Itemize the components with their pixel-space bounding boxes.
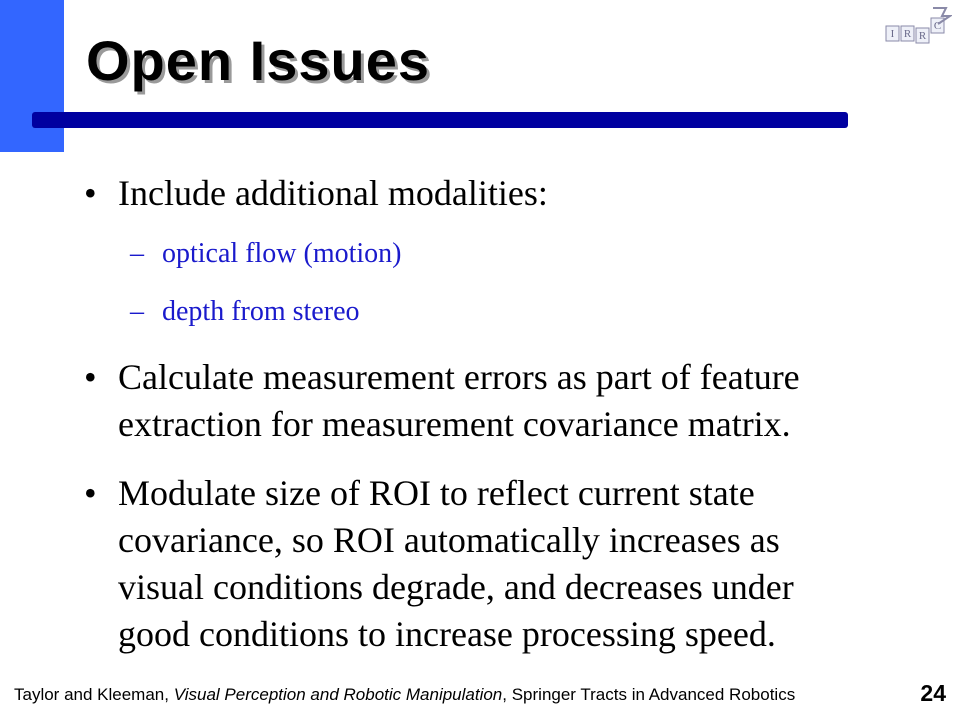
- bullet-dot: •: [84, 473, 97, 513]
- bullet-item-3: [84, 470, 874, 658]
- title-underline: [32, 112, 848, 128]
- bullet-text: Include additional modalities:: [118, 173, 548, 213]
- bullet-text: Calculate measurement errors as part of feature extraction for measurement covariance matrix.: [118, 357, 800, 444]
- irrc-logo-icon: [884, 6, 952, 48]
- sub-dash: –: [130, 238, 144, 269]
- bullet-text: Modulate size of ROI to reflect current state covariance, so ROI automatically increases as visual conditions degrade, and decreases under good conditions to increase processing speed.: [118, 473, 794, 654]
- bullet-item-2: [84, 354, 874, 448]
- bullet-dot: •: [84, 173, 97, 213]
- slide-footer: [14, 685, 795, 705]
- sub-item-1: [130, 236, 402, 272]
- sub-text: optical flow (motion): [162, 238, 402, 269]
- page-number: 24: [920, 680, 946, 706]
- accent-bar: [0, 0, 64, 152]
- svg-text:I: I: [890, 28, 895, 40]
- sub-dash: –: [130, 296, 144, 327]
- svg-text:C: C: [933, 20, 942, 32]
- slide-title: Open Issues: [86, 29, 431, 92]
- svg-text:R: R: [918, 30, 927, 42]
- footer-book-title: Visual Perception and Robotic Manipulation: [173, 685, 503, 704]
- footer-series: , Springer Tracts in Advanced Robotics: [502, 685, 796, 704]
- sub-item-2: [130, 294, 360, 330]
- svg-text:R: R: [903, 28, 912, 40]
- sub-text: depth from stereo: [162, 296, 360, 327]
- footer-authors: Taylor and Kleeman,: [14, 685, 174, 704]
- bullet-dot: •: [84, 357, 97, 397]
- bullet-item-1: [84, 170, 874, 217]
